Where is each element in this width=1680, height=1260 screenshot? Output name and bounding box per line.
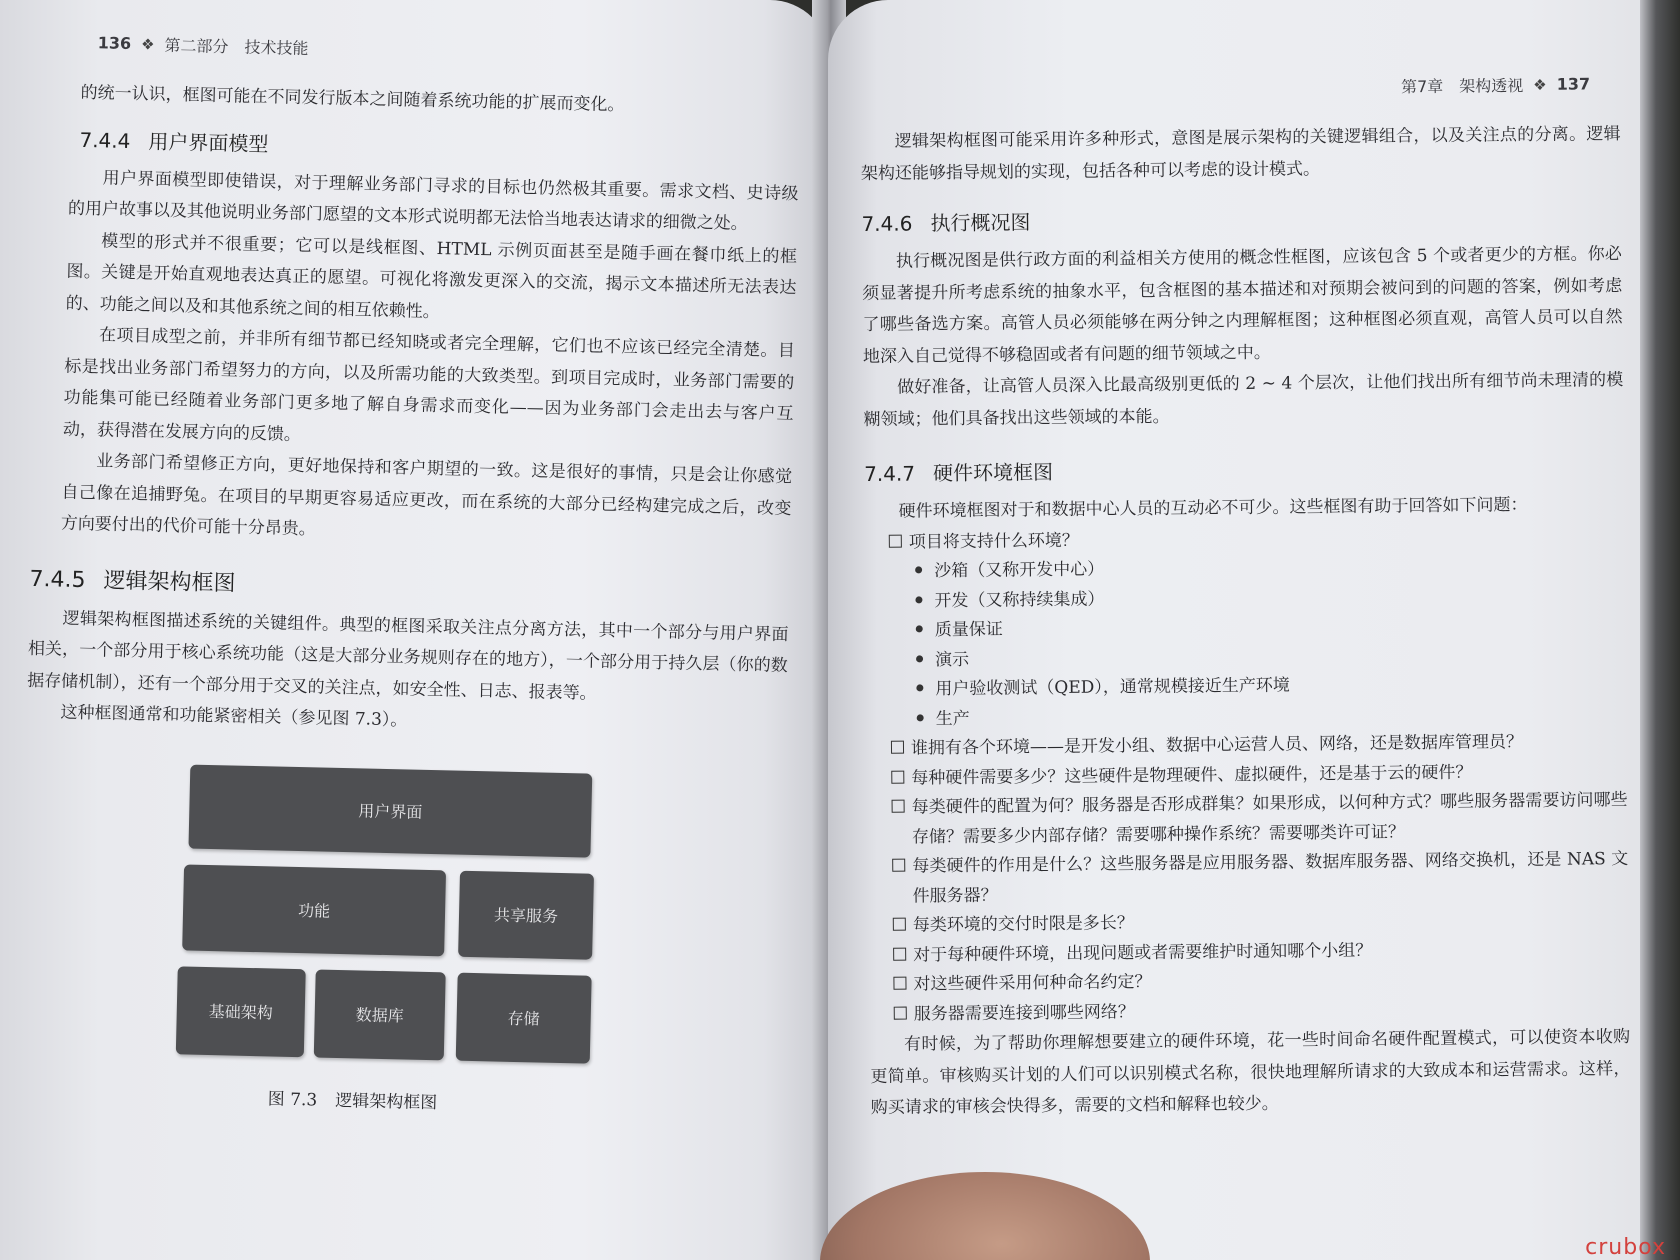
logical-architecture-diagram bbox=[174, 764, 621, 1070]
checkbox-icon bbox=[891, 770, 904, 783]
list-item-text: 开发（又称持续集成） bbox=[934, 588, 1105, 611]
paragraph: 业务部门希望修正方向，更好地保持和客户期望的一致。这是很好的事情，只是会让你感觉自己像在追捕野兔。在项目的早期更容易适应更改，而在系统的大部分已经构建完成之后，改变方向要付出的代价可能十分昂贵。 bbox=[60, 451, 793, 540]
list-item-text: 每类硬件的配置为何？服务器是否形成群集？如果形成，以何种方式？哪些服务器需要访问哪些存储？需要多少内部存储？需要哪种操作系统？需要哪类许可证？ bbox=[911, 790, 1628, 847]
section-heading-7-4-4 bbox=[79, 123, 799, 168]
section-7-4-4-body bbox=[60, 162, 798, 556]
block-database: 数据库 bbox=[314, 969, 446, 1060]
paragraph: 执行概况图是供行政方面的利益相关方使用的概念性框图，应该包含 5 个或者更少的方框。你必须显著提升所考虑系统的抽象水平，包含框图的基本描述和对预期会被问到的问题的答案，例如考虑了哪些备选方案。高管人员必须能够在两分钟之内理解框图；这种框图必须直观，高管人员可以自然地深入自己觉得不够稳固或者有问题的细节领域之中。 bbox=[862, 244, 1623, 367]
list-item-text: 沙箱（又称开发中心） bbox=[934, 559, 1105, 582]
bullet-icon bbox=[915, 566, 922, 573]
section-title: 硬件环境框图 bbox=[932, 460, 1054, 486]
intro-paragraph: 逻辑架构框图可能采用许多种形式，意图是展示架构的关键逻辑组合，以及关注点的分离。逻辑架构还能够指导规划的实现，包括各种可以考虑的设计模式。 bbox=[860, 124, 1621, 184]
block-storage: 存储 bbox=[456, 972, 592, 1063]
bullet-icon bbox=[916, 684, 923, 691]
section-number: 7.4.6 bbox=[861, 211, 913, 236]
block-user-interface: 用户界面 bbox=[188, 764, 592, 857]
right-page-number: 137 bbox=[1556, 74, 1591, 94]
chapter-title: 第7章 架构透视 bbox=[1400, 76, 1524, 97]
section-7-4-5-body bbox=[26, 602, 789, 745]
section-number: 7.4.7 bbox=[864, 461, 916, 486]
ornament-icon: ❖ bbox=[1533, 75, 1547, 94]
right-page-content bbox=[860, 72, 1631, 1124]
block-function: 功能 bbox=[182, 864, 446, 956]
checkbox-icon bbox=[892, 800, 905, 813]
list-item-text: 对这些硬件采用何种命名约定？ bbox=[913, 971, 1152, 995]
hardware-questions-list-continued bbox=[867, 727, 1630, 1030]
left-page-number: 136 bbox=[97, 33, 132, 54]
figure-number: 图 7.3 bbox=[267, 1088, 318, 1111]
closing-paragraph: 有时候，为了帮助你理解想要建立的硬件环境，花一些时间命名硬件配置模式，可以使资本收购更简单。审核购买计划的人们可以识别模式名称，很快地理解所请求的大致成本和运营需求。这样，购买请求的审核会快得多，需要的文档和解释也较少。 bbox=[870, 1026, 1631, 1118]
list-item-text: 服务器需要连接到哪些网络？ bbox=[913, 1001, 1135, 1024]
list-item bbox=[867, 786, 1628, 853]
list-item-text: 每种硬件需要多少？这些硬件是物理硬件、虚拟硬件，还是基于云的硬件？ bbox=[911, 762, 1473, 789]
section-title: 用户界面模型 bbox=[148, 128, 269, 156]
paragraph: 在项目成型之前，并非所有细节都已经知晓或者完全理解，它们也不应该已经完全清楚。目标是找出业务部门希望努力的方向，以及所需功能的大致类型。到项目完成时，业务部门需要的功能集可能已经随着业务部门更多地了解自身需求而变化——因为业务部门会走出去与客户互动，获得潜在发展方向的反馈。 bbox=[62, 325, 796, 445]
list-item-text: 质量保证 bbox=[934, 619, 1003, 641]
left-running-head bbox=[97, 31, 801, 70]
list-item bbox=[868, 845, 1629, 912]
block-infrastructure: 基础架构 bbox=[176, 966, 306, 1057]
list-item-text: 对于每种硬件环境，出现问题或者需要维护时通知哪个小组？ bbox=[913, 940, 1373, 965]
checkbox-icon bbox=[893, 947, 906, 960]
paragraph: 硬件环境框图对于和数据中心人员的互动必不可少。这些框图有助于回答如下问题： bbox=[898, 495, 1528, 522]
checkbox-icon bbox=[893, 918, 906, 931]
section-number: 7.4.5 bbox=[29, 566, 86, 593]
checkbox-icon bbox=[891, 741, 904, 754]
section-title: 逻辑架构框图 bbox=[103, 568, 236, 597]
checkbox-icon bbox=[893, 977, 906, 990]
paragraph: 逻辑架构框图描述系统的关键组件。典型的框图采取关注点分离方法，其中一个部分与用户界面相关，一个部分用于核心系统功能（这是大部分业务规则存在的地方），一个部分用于持久层（你的数据存储机制），还有一个部分用于交叉的关注点，如安全性、日志、报表等。 bbox=[27, 608, 789, 704]
paragraph: 这种框图通常和功能紧密相关（参见图 7.3）。 bbox=[60, 702, 408, 731]
list-item-text: 用户验收测试（QED），通常规模接近生产环境 bbox=[935, 675, 1290, 700]
checkbox-icon bbox=[892, 859, 905, 872]
section-number: 7.4.4 bbox=[79, 127, 131, 153]
checkbox-icon bbox=[889, 534, 902, 547]
list-item-text: 演示 bbox=[934, 649, 970, 670]
section-title: 执行概况图 bbox=[930, 210, 1031, 236]
paragraph: 用户界面模型即使错误，对于理解业务部门寻求的目标也仍然极其重要。需求文档、史诗级的用户故事以及其他说明业务部门愿望的文本形式说明都无法恰当地表达请求的细微之处。 bbox=[67, 167, 799, 235]
list-item-text: 谁拥有各个环境——是开发小组、数据中心运营人员、网络，还是数据库管理员？ bbox=[910, 732, 1524, 759]
bullet-icon bbox=[916, 655, 923, 662]
figure-caption bbox=[268, 1084, 778, 1121]
bullet-icon bbox=[915, 596, 922, 603]
section-heading-7-4-5 bbox=[29, 561, 790, 609]
list-item-text: 每类硬件的作用是什么？这些服务器是应用服务器、数据库服务器、网络交换机，还是 NAS 文件服务器？ bbox=[912, 848, 1629, 906]
paragraph: 做好准备，让高管人员深入比最高级别更低的 2 ~ 4 个层次，让他们找出所有细节尚未理清的模糊领域；他们具备找出这些领域的本能。 bbox=[863, 370, 1624, 430]
section-heading-7-4-7 bbox=[864, 450, 1624, 487]
figure-title: 逻辑架构框图 bbox=[335, 1090, 438, 1113]
paragraph: 模型的形式并不很重要；它可以是线框图、HTML 示例页面甚至是随手画在餐巾纸上的框图。关键是开始直观地表达真正的愿望。可视化将激发更深入的交流，揭示文本描述所无法表达的、功能之间以及和其他系统之间的相互依赖性。 bbox=[65, 230, 798, 322]
list-item-text: 每类环境的交付时限是多长？ bbox=[912, 913, 1134, 936]
bullet-icon bbox=[916, 625, 923, 632]
book-edge bbox=[1640, 0, 1680, 1260]
bullet-icon bbox=[917, 714, 924, 721]
block-shared-services: 共享服务 bbox=[458, 870, 594, 959]
watermark-text: crubox bbox=[1585, 1235, 1666, 1260]
section-heading-7-4-6 bbox=[861, 200, 1621, 237]
continuation-text: 的统一认识，框图可能在不同发行版本之间随着系统功能的扩展而变化。 bbox=[80, 82, 625, 116]
left-page-content bbox=[18, 30, 802, 1120]
environment-list bbox=[865, 550, 1627, 735]
left-running-title: 第二部分 技术技能 bbox=[164, 35, 309, 59]
left-page bbox=[0, 0, 830, 1260]
checkbox-icon bbox=[894, 1006, 907, 1019]
ornament-icon: ❖ bbox=[140, 34, 155, 54]
list-item-text: 项目将支持什么环境？ bbox=[908, 530, 1079, 553]
list-item-text: 生产 bbox=[935, 708, 970, 729]
